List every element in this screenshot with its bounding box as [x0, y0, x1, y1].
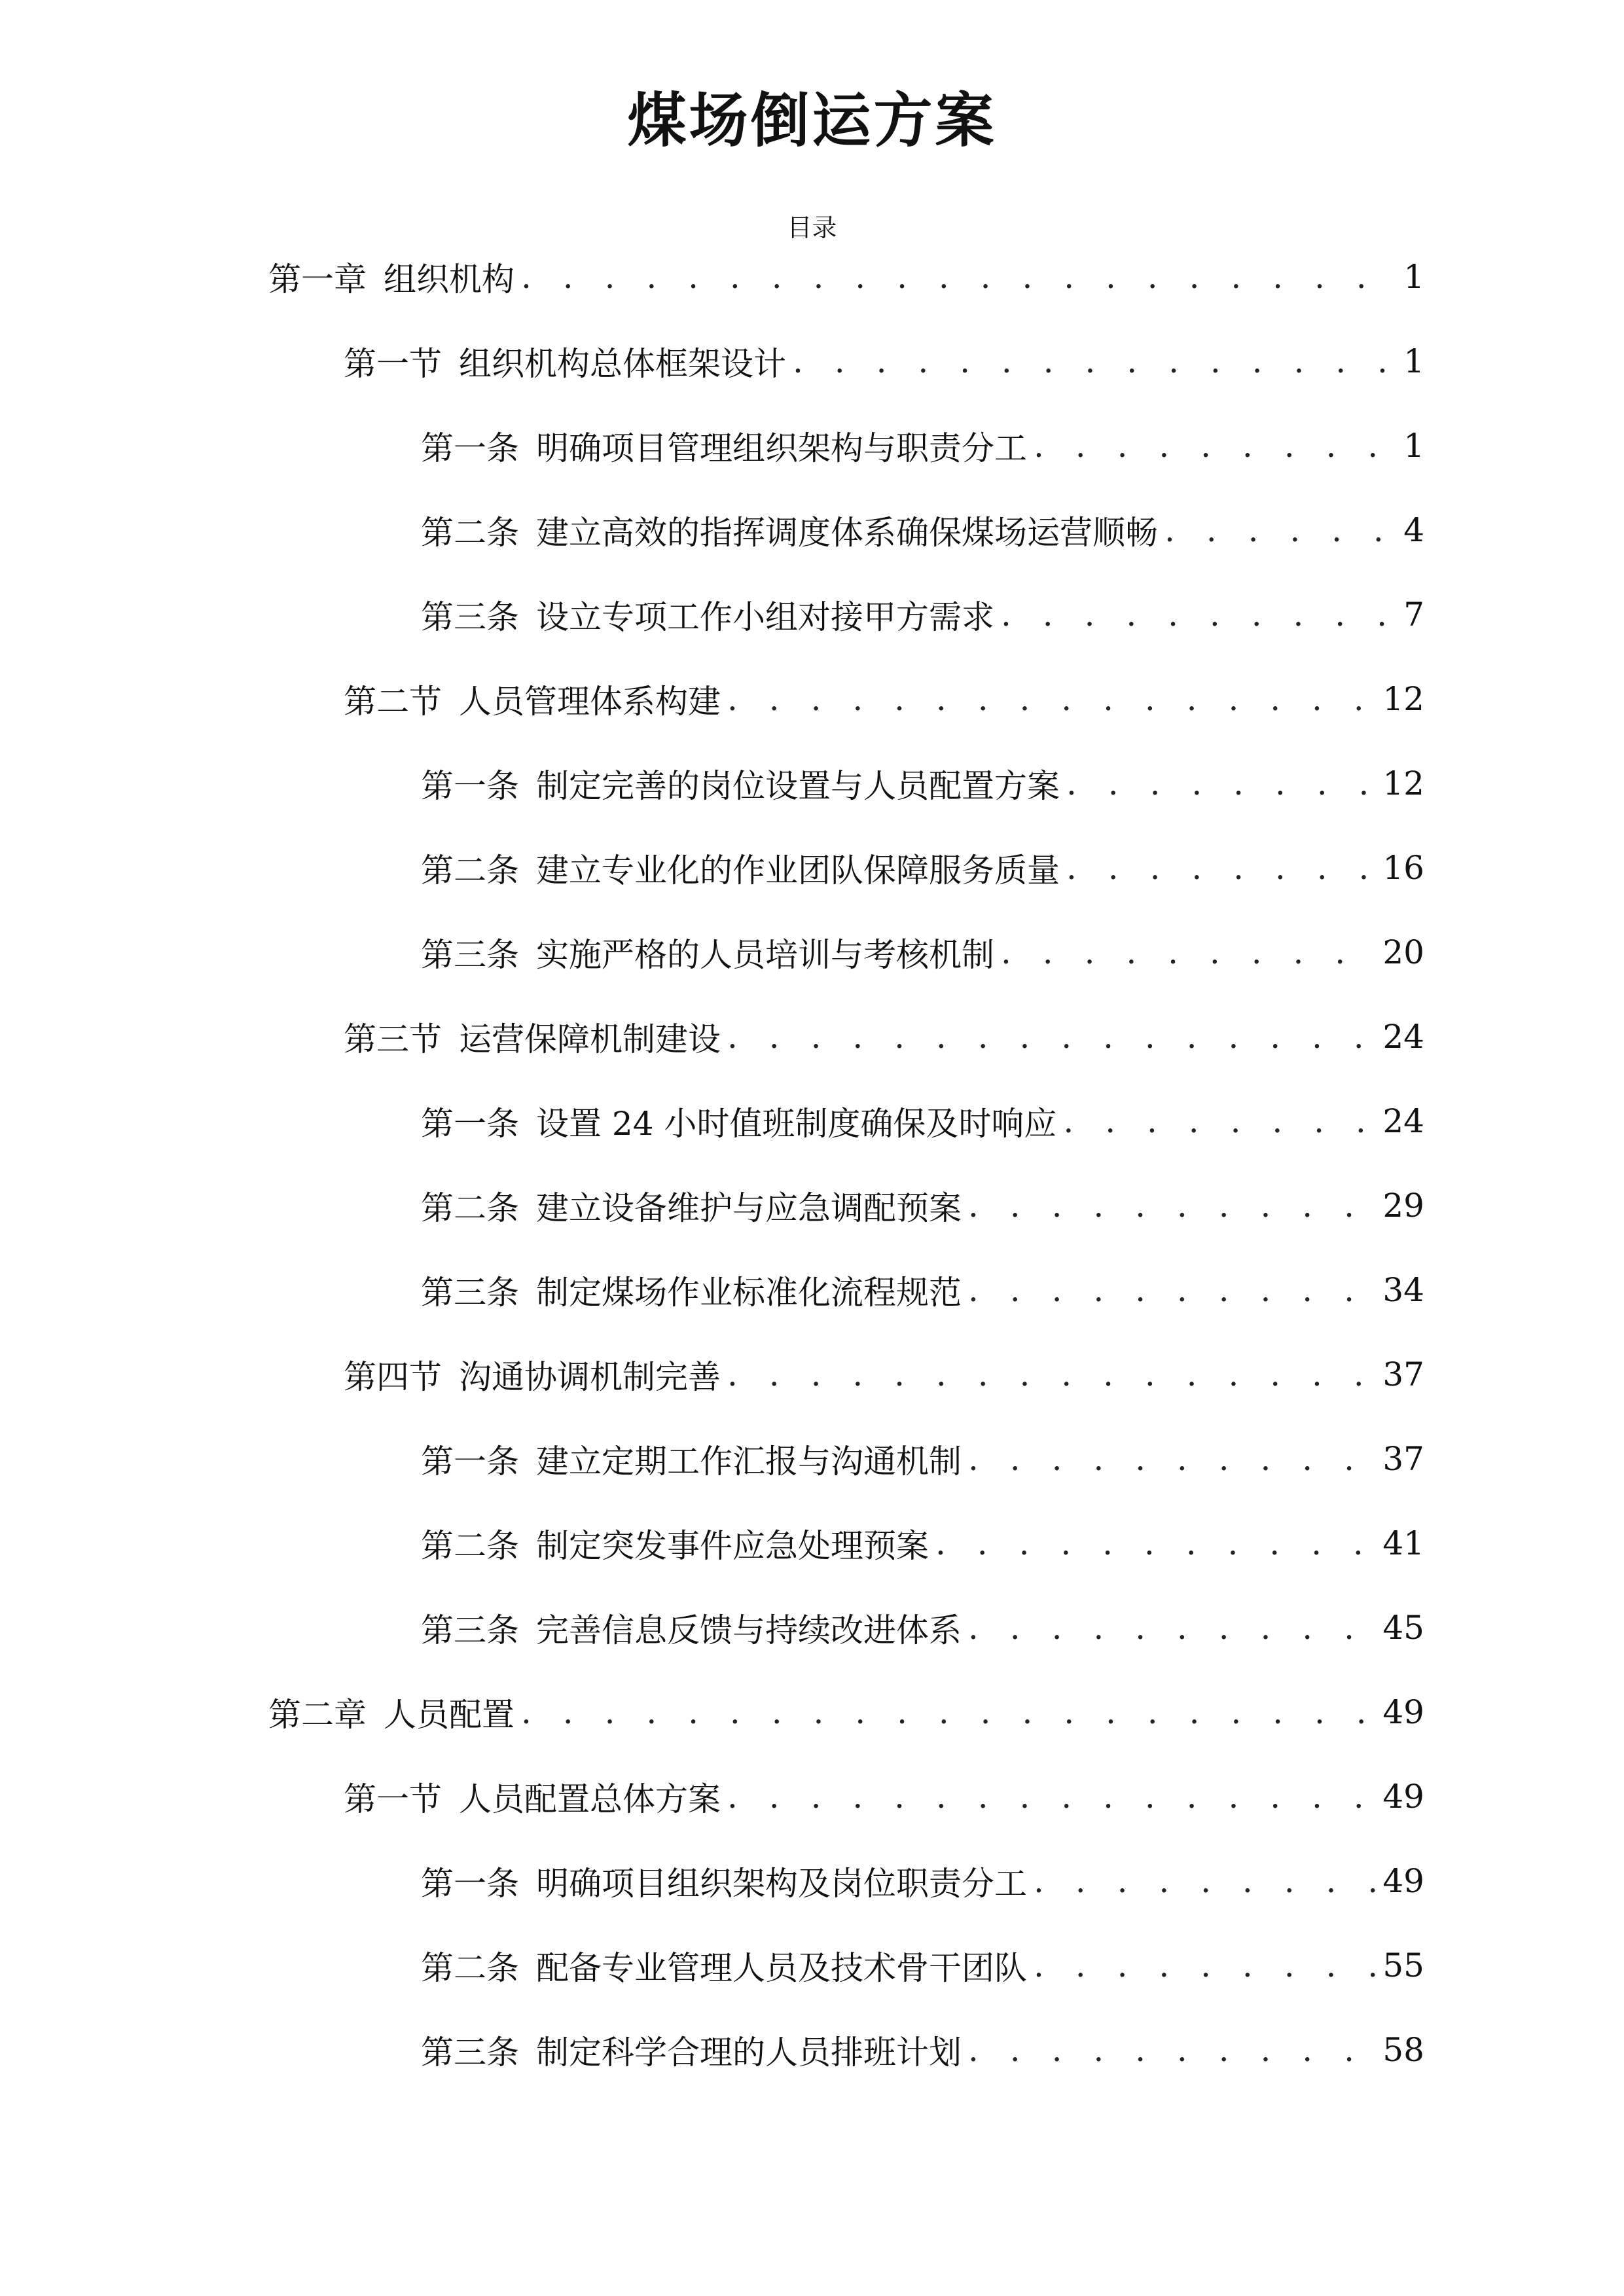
toc-entry-number: 第一章: [268, 260, 367, 298]
dot-leader: [727, 1355, 1376, 1393]
toc-entry-article[interactable]: [421, 842, 1424, 894]
dot-leader: [1001, 596, 1385, 634]
toc-entry-number: 第二条: [421, 1949, 519, 1987]
toc-entry-title: 制定煤场作业标准化流程规范: [536, 1274, 962, 1312]
toc-entry-title: 沟通协调机制完善: [459, 1358, 721, 1396]
toc-entry-number: 第一条: [421, 767, 519, 805]
toc-entry-article[interactable]: [421, 1179, 1424, 1232]
toc-entry-page: 45: [1382, 1609, 1424, 1647]
toc-entry-page: 1: [1403, 427, 1424, 465]
dot-leader: [1066, 849, 1376, 887]
toc-entry-number: 第二条: [421, 1527, 519, 1565]
toc-entry-title: 实施严格的人员培训与考核机制: [536, 936, 994, 974]
dot-leader: [1034, 427, 1385, 465]
toc-entry-number: 第二章: [268, 1696, 367, 1734]
toc-entry-number: 第一节: [344, 345, 442, 383]
toc-entry-number: 第三条: [421, 598, 519, 636]
toc-entry-chapter[interactable]: [268, 1686, 1424, 1738]
dot-leader: [793, 342, 1385, 380]
toc-entry-title: 组织机构: [384, 260, 514, 298]
toc-entry-number: 第二条: [421, 1189, 519, 1227]
toc-entry-page: 55: [1382, 1946, 1424, 1984]
toc-entry-title: 配备专业管理人员及技术骨干团队: [536, 1949, 1027, 1987]
toc-entry-article[interactable]: [421, 1095, 1424, 1147]
dot-leader: [1034, 1862, 1376, 1900]
toc-entry-title: 建立专业化的作业团队保障服务质量: [536, 852, 1060, 889]
toc-entry-number: 第一节: [344, 1780, 442, 1818]
toc-entry-title: 明确项目组织架构及岗位职责分工: [536, 1865, 1027, 1903]
toc-entry-page: 29: [1382, 1187, 1424, 1225]
toc-entry-page: 12: [1382, 764, 1424, 802]
toc-entry-title: 人员配置总体方案: [459, 1780, 721, 1818]
toc-entry-title: 建立定期工作汇报与沟通机制: [536, 1443, 962, 1480]
toc-entry-title: 完善信息反馈与持续改进体系: [536, 1611, 962, 1649]
toc-entry-article[interactable]: [421, 757, 1424, 810]
toc-entry-number: 第一条: [421, 1105, 519, 1143]
dot-leader: [1063, 1102, 1376, 1140]
toc-heading: 目录: [787, 213, 837, 242]
toc-entry-page: 1: [1403, 258, 1424, 296]
toc-entry-page: 49: [1382, 1778, 1424, 1816]
toc-entry-number: 第四节: [344, 1358, 442, 1396]
toc-entry-number: 第三条: [421, 936, 519, 974]
toc-entry-title: 制定科学合理的人员排班计划: [536, 2034, 962, 2072]
toc-entry-article[interactable]: [421, 1939, 1424, 1992]
toc-entry-number: 第一条: [421, 1865, 519, 1903]
toc-entry-page: 20: [1382, 933, 1424, 971]
toc-entry-number: 第二条: [421, 852, 519, 889]
toc-entry-number: 第一条: [421, 1443, 519, 1480]
dot-leader: [1001, 933, 1376, 971]
toc-entry-title: 建立设备维护与应急调配预案: [536, 1189, 962, 1227]
dot-leader: [1164, 511, 1385, 549]
toc-entry-page: 37: [1382, 1355, 1424, 1393]
toc-entry-chapter[interactable]: [268, 251, 1424, 303]
toc-entry-page: 12: [1382, 680, 1424, 718]
toc-entry-title: 人员管理体系构建: [459, 683, 721, 721]
toc-entry-page: 49: [1382, 1862, 1424, 1900]
toc-entry-title: 组织机构总体框架设计: [459, 345, 786, 383]
dot-leader: [1066, 764, 1376, 802]
dot-leader: [521, 1693, 1376, 1731]
toc-entry-page: 41: [1382, 1524, 1424, 1562]
dot-leader: [968, 1187, 1376, 1225]
toc-entry-page: 49: [1382, 1693, 1424, 1731]
toc-entry-section[interactable]: [344, 673, 1424, 725]
dot-leader: [1034, 1946, 1376, 1984]
toc-entry-number: 第三条: [421, 2034, 519, 2072]
toc-entry-page: 37: [1382, 1440, 1424, 1478]
toc-entry-section[interactable]: [344, 1348, 1424, 1401]
toc-entry-article[interactable]: [421, 2024, 1424, 2076]
toc-entry-article[interactable]: [421, 588, 1424, 641]
dot-leader: [968, 1609, 1376, 1647]
toc-entry-article[interactable]: [421, 1517, 1424, 1570]
toc-entry-article[interactable]: [421, 926, 1424, 978]
toc-entry-number: 第三条: [421, 1274, 519, 1312]
dot-leader: [727, 1018, 1376, 1056]
toc-entry-title: 设立专项工作小组对接甲方需求: [536, 598, 994, 636]
toc-entry-article[interactable]: [421, 1855, 1424, 1907]
toc-entry-page: 1: [1403, 342, 1424, 380]
toc-entry-page: 58: [1382, 2031, 1424, 2069]
toc-entry-number: 第一条: [421, 429, 519, 467]
document-title: 煤场倒运方案: [627, 86, 997, 155]
dot-leader: [968, 1271, 1376, 1309]
toc-entry-number: 第二节: [344, 683, 442, 721]
toc-entry-title: 运营保障机制建设: [459, 1020, 721, 1058]
toc-entry-page: 16: [1382, 849, 1424, 887]
toc-entry-number: 第二条: [421, 514, 519, 552]
toc-entry-section[interactable]: [344, 1011, 1424, 1063]
toc-entry-title: 人员配置: [384, 1696, 514, 1734]
toc-entry-article[interactable]: [421, 1433, 1424, 1485]
toc-entry-number: 第三节: [344, 1020, 442, 1058]
dot-leader: [968, 1440, 1376, 1478]
toc-entry-section[interactable]: [344, 335, 1424, 387]
toc-entry-article[interactable]: [421, 504, 1424, 556]
toc-entry-title: 建立高效的指挥调度体系确保煤场运营顺畅: [536, 514, 1158, 552]
toc-entry-article[interactable]: [421, 1602, 1424, 1654]
toc-entry-page: 4: [1403, 511, 1424, 549]
dot-leader: [935, 1524, 1376, 1562]
dot-leader: [968, 2031, 1376, 2069]
dot-leader: [727, 680, 1376, 718]
dot-leader: [727, 1778, 1376, 1816]
toc-entry-number: 第三条: [421, 1611, 519, 1649]
toc-entry-article[interactable]: [421, 420, 1424, 472]
toc-entry-page: 34: [1382, 1271, 1424, 1309]
toc-entry-title: 设置 24 小时值班制度确保及时响应: [536, 1105, 1057, 1143]
toc-entry-title: 制定突发事件应急处理预案: [536, 1527, 929, 1565]
toc-entry-page: 7: [1403, 596, 1424, 634]
toc-entry-page: 24: [1382, 1102, 1424, 1140]
dot-leader: [521, 258, 1385, 296]
toc-entry-article[interactable]: [421, 1264, 1424, 1316]
toc-entry-title: 制定完善的岗位设置与人员配置方案: [536, 767, 1060, 805]
toc-entry-section[interactable]: [344, 1770, 1424, 1823]
toc-entry-title: 明确项目管理组织架构与职责分工: [536, 429, 1027, 467]
toc-entry-page: 24: [1382, 1018, 1424, 1056]
